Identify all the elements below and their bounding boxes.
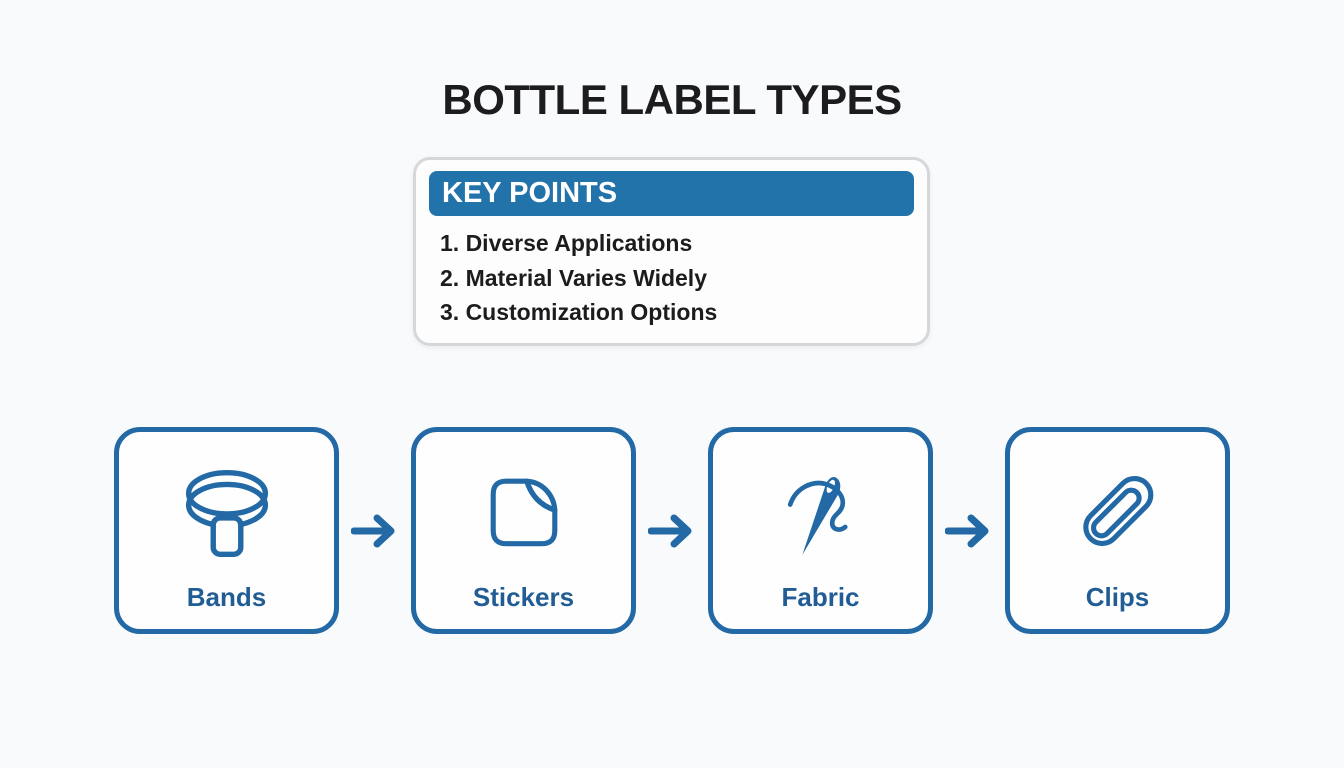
key-point-item: 3. Customization Options	[440, 299, 718, 325]
key-points-list	[416, 226, 927, 330]
key-point-item: 2. Material Varies Widely	[440, 264, 707, 291]
label-types-row	[0, 427, 1344, 634]
key-points-header-label: KEY POINTS	[442, 177, 618, 209]
key-points-header	[429, 171, 914, 216]
type-label: Stickers	[472, 582, 575, 612]
key-points-panel	[413, 157, 930, 346]
band-icon	[168, 442, 286, 582]
arrow-right-icon	[945, 511, 993, 551]
paperclip-icon	[1062, 442, 1174, 582]
arrow-right-icon	[648, 511, 696, 551]
type-box-fabric	[708, 427, 933, 634]
type-box-bands	[114, 427, 339, 634]
page-title: BOTTLE LABEL TYPES	[442, 76, 902, 123]
type-box-clips	[1005, 427, 1230, 634]
type-label: Fabric	[781, 582, 860, 612]
type-box-stickers	[411, 427, 636, 634]
arrow-right-icon	[351, 511, 399, 551]
type-label: Bands	[186, 582, 267, 612]
sticker-icon	[468, 442, 580, 582]
type-label: Clips	[1085, 582, 1150, 612]
key-point-item: 1. Diverse Applications	[440, 230, 693, 256]
needle-thread-icon	[765, 442, 877, 582]
